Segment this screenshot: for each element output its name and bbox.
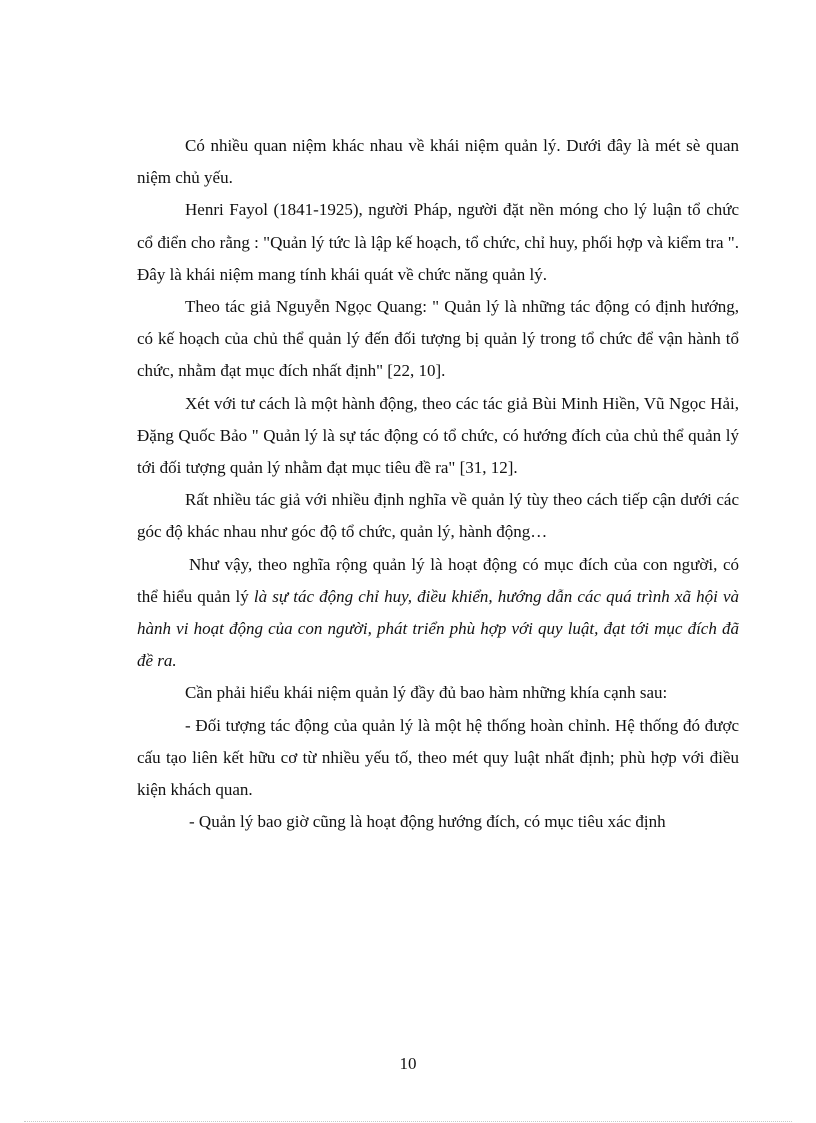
body-text (137, 130, 739, 838)
paragraph-6-definition: là sự tác động chỉ huy, điều khiển, hướng dẫn các quá trình xã hội và hành vi hoạt động của con người, phát triển phù hợp với quy luật, đạt tới mục đích đã đề ra. (137, 586, 739, 671)
paragraph-6-lead: Như vậy, theo nghĩa rộng quản lý là hoạt động có mục đích của con người, có thể hiểu quản lý (137, 554, 739, 606)
paragraph-1: Có nhiều quan niệm khác nhau về khái niệm quản lý. Dưới đây là mét sè quan niệm chủ yếu. (137, 136, 739, 188)
paragraph-7: Cần phải hiểu khái niệm quản lý đầy đủ bao hàm những khía cạnh sau: (185, 683, 668, 703)
page-edge-divider (24, 1121, 792, 1122)
paragraph-3: Theo tác giả Nguyễn Ngọc Quang: " Quản lý là những tác động có định hướng, có kế hoạch của chủ thể quản lý đến đối tượng bị quản lý trong tổ chức để vận hành tổ chức, nhằm đạt mục đích nhất định" [22, 10]. (137, 297, 739, 381)
paragraph-4: Xét với tư cách là một hành động, theo các tác giả Bùi Minh Hiền, Vũ Ngọc Hải, Đặng Quốc Bảo " Quản lý là sự tác động có tổ chức, có hướng đích của chủ thể quản lý tới đối tượng quản lý nhằm đạt mục tiêu đề ra" [31, 12]. (137, 393, 739, 478)
paragraph-9: - Quản lý bao giờ cũng là hoạt động hướng đích, có mục tiêu xác định (189, 812, 666, 832)
paragraph-6 (137, 549, 739, 678)
page-number: 10 (399, 1054, 417, 1073)
paragraph-2: Henri Fayol (1841-1925), người Pháp, người đặt nền móng cho lý luận tổ chức cổ điển cho rằng : "Quản lý tức là lập kế hoạch, tổ chức, chỉ huy, phối hợp và kiểm tra ". Đây là khái niệm mang tính khái quát về chức năng quản lý. (137, 200, 739, 284)
paragraph-5: Rất nhiều tác giả với nhiều định nghĩa về quản lý tùy theo cách tiếp cận dưới các góc độ khác nhau như góc độ tổ chức, quản lý, hành động… (137, 490, 739, 542)
paragraph-8: - Đối tượng tác động của quản lý là một hệ thống hoàn chỉnh. Hệ thống đó được cấu tạo liên kết hữu cơ từ nhiều yếu tố, theo mét quy luật nhất định; phù hợp với điều kiện khách quan. (137, 715, 739, 800)
